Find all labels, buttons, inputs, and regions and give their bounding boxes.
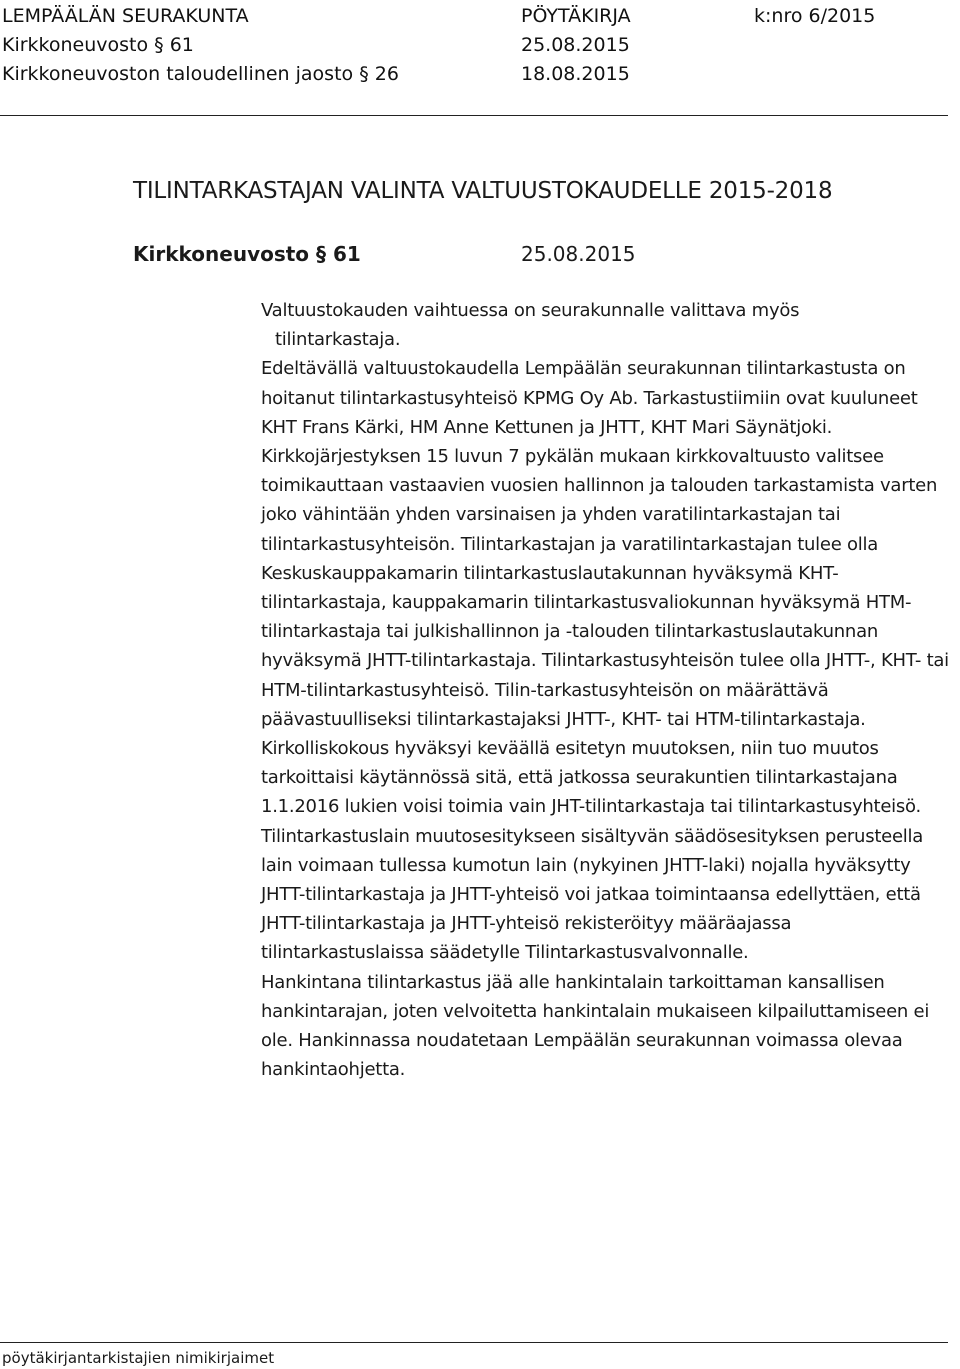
paragraph-5: Hankintana tilintarkastus jää alle hankintalain tarkoittaman kansallisen hankintarajan, joten velvoitetta hankintalain mukaiseen kilpailuttamiseen ei ole. Hankinnassa noudatetaan Lempäälän seurakunnan voimassa olevaa hankintaohjetta. bbox=[261, 971, 930, 1081]
meeting-date: 25.08.2015 bbox=[521, 242, 636, 266]
meeting-label-council: Kirkkoneuvosto § 61 bbox=[2, 34, 194, 56]
signatures-label: pöytäkirjantarkistajien nimikirjaimet bbox=[2, 1349, 275, 1367]
paragraph-1-line-2: tilintarkastaja. bbox=[275, 329, 401, 351]
paragraph-4: Kirkolliskokous hyväksyi keväällä esitetyn muutoksen, niin tuo muutos tarkoittaisi käytännössä sitä, että jatkossa seurakuntien tilintarkastajana 1.1.2016 lukien voisi toimia vain JHT-tilintarkastaja tai tilintarkastusyhteisö. Tilintarkastuslain muutosesitykseen sisältyvän säädösesityksen perusteella lain voimaan tullessa kumotun lain (nykyinen JHTT-laki) nojalla hyväksytty JHTT-tilintarkastaja ja JHTT-yhteisö voi jatkaa toimintaansa edellyttäen, että JHTT-tilintarkastaja ja JHTT-yhteisö rekisteröityy määräajassa tilintarkastuslaissa säädetylle Tilintarkastusvalvonnalle. bbox=[261, 738, 924, 964]
document-body bbox=[261, 296, 955, 1084]
meeting-label-finance-section: Kirkkoneuvoston taloudellinen jaosto § 26 bbox=[2, 63, 399, 85]
meeting-date-finance-section: 18.08.2015 bbox=[521, 63, 630, 85]
organization-name: LEMPÄÄLÄN SEURAKUNTA bbox=[2, 5, 249, 27]
document-number: k:nro 6/2015 bbox=[754, 5, 876, 27]
document-type: PÖYTÄKIRJA bbox=[521, 5, 631, 27]
section-title: TILINTARKASTAJAN VALINTA VALTUUSTOKAUDELLE 2015-2018 bbox=[133, 178, 833, 204]
paragraph-1-line-1: Valtuustokauden vaihtuessa on seurakunnalle valittava myös bbox=[261, 300, 800, 321]
meeting-label: Kirkkoneuvosto § 61 bbox=[133, 242, 361, 266]
footer-divider bbox=[0, 1342, 948, 1343]
header-divider bbox=[0, 115, 948, 116]
paragraph-3: Kirkkojärjestyksen 15 luvun 7 pykälän mukaan kirkkovaltuusto valitsee toimikauttaan vastaavien vuosien hallinnon ja talouden tarkastamista varten joko vähintään yhden varsinaisen ja yhden varatilintarkastajan tai tilintarkastusyhteisön. Tilintarkastajan ja varatilintarkastajan tulee olla Keskuskauppakamarin tilintarkastuslautakunnan hyväksymä KHT-tilintarkastaja, kauppakamarin tilintarkastusvaliokunnan hyväksymä HTM-tilintarkastaja tai julkishallinnon ja -talouden tilintarkastuslautakunnan hyväksymä JHTT-tilintarkastaja. Tilintarkastusyhteisön tulee olla JHTT-, KHT- tai HTM-tilintarkastusyhteisö. Tilin-tarkastusyhteisön on määrättävä päävastuulliseksi tilintarkastajaksi JHTT-, KHT- tai HTM-tilintarkastaja. bbox=[261, 446, 949, 730]
meeting-date-council: 25.08.2015 bbox=[521, 34, 630, 56]
paragraph-2: Edeltävällä valtuustokaudella Lempäälän seurakunnan tilintarkastusta on hoitanut tilintarkastusyhteisö KPMG Oy Ab. Tarkastustiimiin ovat kuuluneet KHT Frans Kärki, HM Anne Kettunen ja JHTT, KHT Mari Säynätjoki. bbox=[261, 358, 918, 438]
